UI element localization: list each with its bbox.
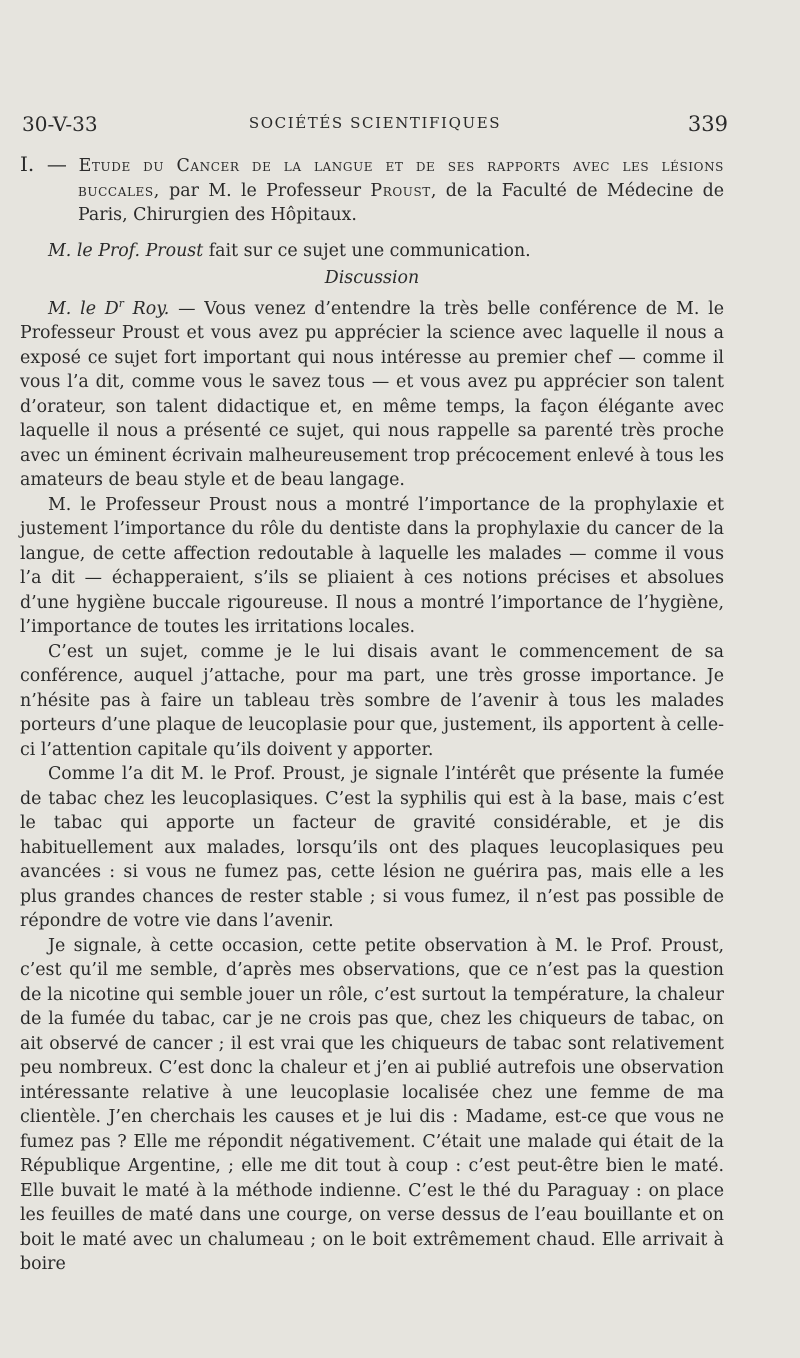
section-title-main: Etude du Cancer de la langue et de ses rapports avec les lésions buccales, bbox=[78, 156, 724, 201]
body-text bbox=[20, 152, 724, 1277]
paragraph-5: Je signale, à cette occasion, cette petite observation à M. le Prof. Proust, c’est qu’il me semble, d’après mes observations, que ce n’est pas la question de la nicotine qui semble jouer un rôle, c’est surtout la température, la chaleur de la fumée du tabac, car je ne crois pas que, chez les chiqueurs de tabac, on ait observé de cancer ; il est vrai que les chiqueurs de tabac sont relativement peu nombreux. C’est donc la chaleur et j’en ai publié autrefois une observation intéressante relative à une leucoplasie localisée chez une femme de ma clientèle. J’en cherchais les causes et je lui dis : Madame, est-ce que vous ne fumez pas ? Elle me répondit négativement. C’était une malade qui était de la République Argentine, ; elle me dit tout à coup : c’est peut-être bien le maté. Elle buvait le maté à la méthode indienne. C’est le thé du Paraguay : on place les feuilles de maté dans une courge, on verse dessus de l’eau bouillante et on boit le maté avec un chalumeau ; on le boit extrêmement chaud. Elle arrivait à boire bbox=[20, 935, 724, 1274]
speaker-name-surname: Roy. bbox=[123, 298, 170, 319]
discussion-heading: Discussion bbox=[324, 268, 420, 288]
lead-paragraph bbox=[20, 239, 724, 264]
section-number: I. — bbox=[20, 152, 67, 176]
lead-text: fait sur ce sujet une communication. bbox=[203, 240, 531, 261]
section-title-author-prefix: par M. le Professeur bbox=[159, 180, 371, 201]
header-title: SOCIÉTÉS SCIENTIFIQUES bbox=[248, 114, 502, 132]
paragraph-1 bbox=[20, 297, 724, 493]
header-date: 30-V-33 bbox=[22, 112, 98, 136]
page-number: 339 bbox=[687, 112, 728, 136]
running-header bbox=[22, 104, 728, 138]
speaker-name bbox=[48, 296, 170, 319]
section-title-author: Proust bbox=[370, 180, 431, 201]
paragraph-3: C’est un sujet, comme je le lui disais avant le commencement de sa conférence, auquel j’attache, pour ma part, une très grosse importance. Je n’hésite pas à faire un tableau très sombre de l’avenir à tous les malades porteurs d’une plaque de leucoplasie pour que, justement, ils apportent à celle-ci l’attention capitale qu’ils doivent y apporter. bbox=[20, 641, 724, 760]
paragraph-4: Comme l’a dit M. le Prof. Proust, je signale l’intérêt que présente la fumée de tabac chez les leucoplasiques. C’est la syphilis qui est à la base, mais c’est le tabac qui apporte un facteur de gravité considérable, et je dis habituellement aux malades, lorsqu’ils ont des plaques leucoplasiques peu avancées : si vous ne fumez pas, cette lésion ne guérira pas, mais elle a les plus grandes chances de rester stable ; si vous fumez, il n’est pas possible de répondre de votre vie dans l’avenir. bbox=[20, 764, 724, 931]
section-title-affiliation: , de la Faculté de Médecine de Paris, Chirurgien des Hôpitaux. bbox=[78, 180, 724, 225]
section-title bbox=[20, 152, 724, 228]
paragraph-2: M. le Professeur Proust nous a montré l’importance de la prophylaxie et justement l’importance du rôle du dentiste dans la prophylaxie du cancer de la langue, de cette affection redoutable à laquelle les malades — comme il vous l’a dit — échapperaient, s’ils se pliaient à ces notions précises et absolues d’une hygiène buccale rigoureuse. Il nous a montré l’importance de l’hygiène, l’importance de toutes les irritations locales. bbox=[20, 494, 724, 637]
speaker-name-part: M. le D bbox=[48, 298, 119, 319]
paragraph-1-text: — Vous venez d’entendre la très belle conférence de M. le Professeur Proust et vous avez pu apprécier la science avec laquelle il nous a exposé ce sujet fort important qui nous intéresse au premier chef — comme il vous l’a dit, comme vous le savez tous — et vous avez pu apprécier son talent d’orateur, son talent didactique et, en même temps, la façon élégante avec laquelle il nous a présenté ce sujet, qui nous rappelle sa parenté très proche avec un éminent écrivain malheureusement trop précocement enlevé à tous les amateurs de beau style et de beau langage. bbox=[20, 298, 725, 490]
speaker-superscript: r bbox=[118, 296, 124, 310]
lead-speaker: M. le Prof. Proust bbox=[48, 240, 204, 261]
